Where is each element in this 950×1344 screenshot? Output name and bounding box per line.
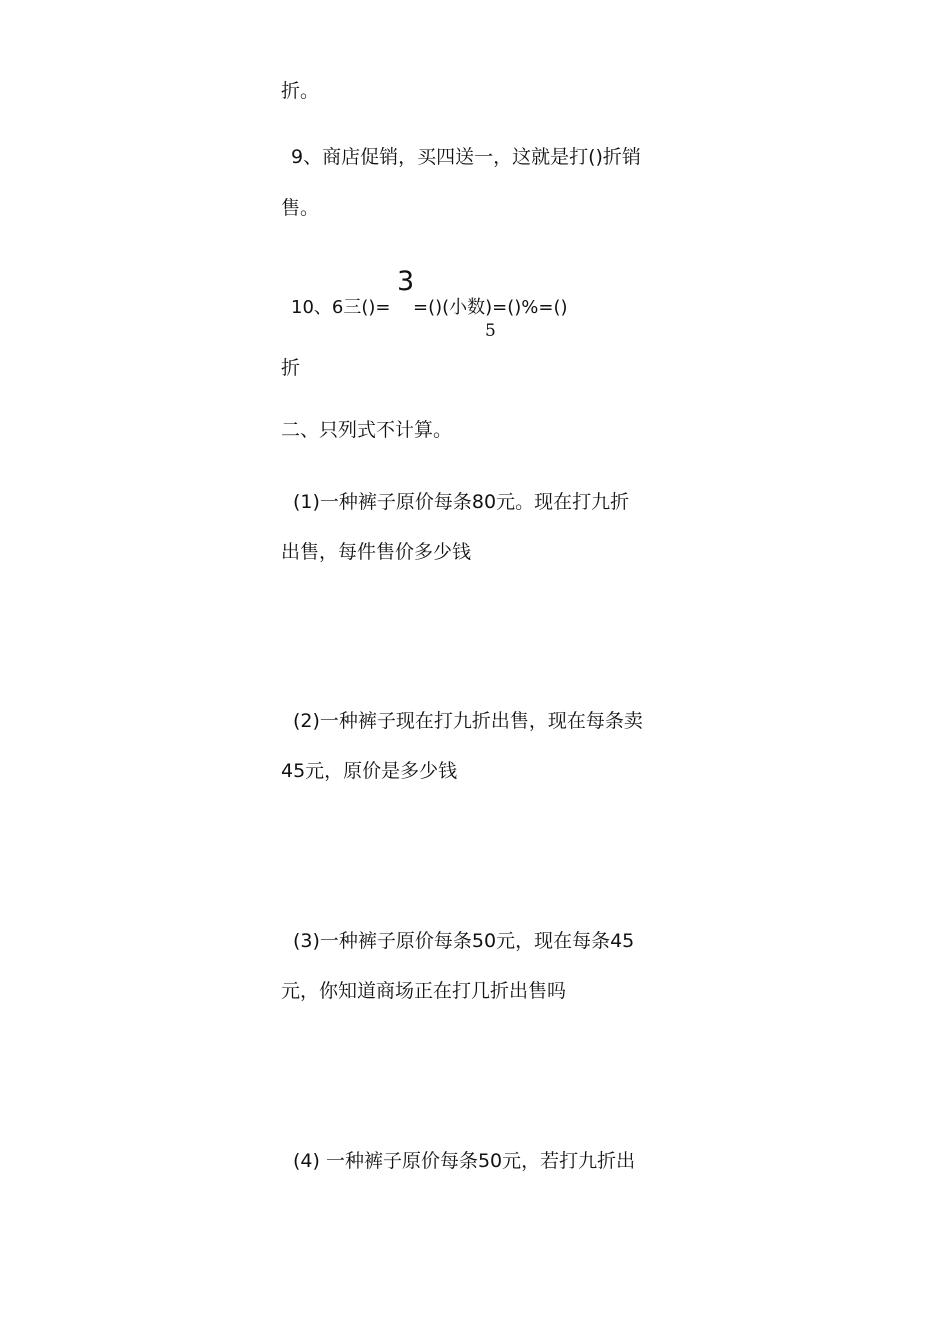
- problem-4-line-1: (4) 一种裤子原价每条50元，若打九折出: [293, 1150, 636, 1172]
- problem-2-line-1: (2)一种裤子现在打九折出售，现在每条卖: [293, 710, 643, 732]
- question-9-line-1: 9、商店促销，买四送一，这就是打()折销: [291, 146, 641, 168]
- text-line-zhe-2: 折: [281, 357, 301, 379]
- problem-3-line-1: (3)一种裤子原价每条50元，现在每条45: [293, 930, 635, 952]
- problem-2-line-2: 45元，原价是多少钱: [281, 760, 458, 782]
- problem-3-line-2: 元，你知道商场正在打几折出售吗: [281, 980, 567, 1002]
- fraction-numerator: 3: [397, 266, 415, 297]
- text-line-zhe-1: 折。: [281, 80, 320, 102]
- question-9-line-2: 售。: [281, 197, 320, 219]
- fraction-denominator: 5: [485, 321, 496, 341]
- problem-1-line-1: (1)一种裤子原价每条80元。现在打九折: [293, 491, 630, 513]
- question-10-right: =()(小数)=()%=(): [413, 297, 568, 318]
- section-2-heading: 二、只列式不计算。: [281, 419, 453, 441]
- problem-1-line-2: 出售，每件售价多少钱: [281, 541, 472, 563]
- question-10-left: 10、6三()=: [291, 297, 391, 318]
